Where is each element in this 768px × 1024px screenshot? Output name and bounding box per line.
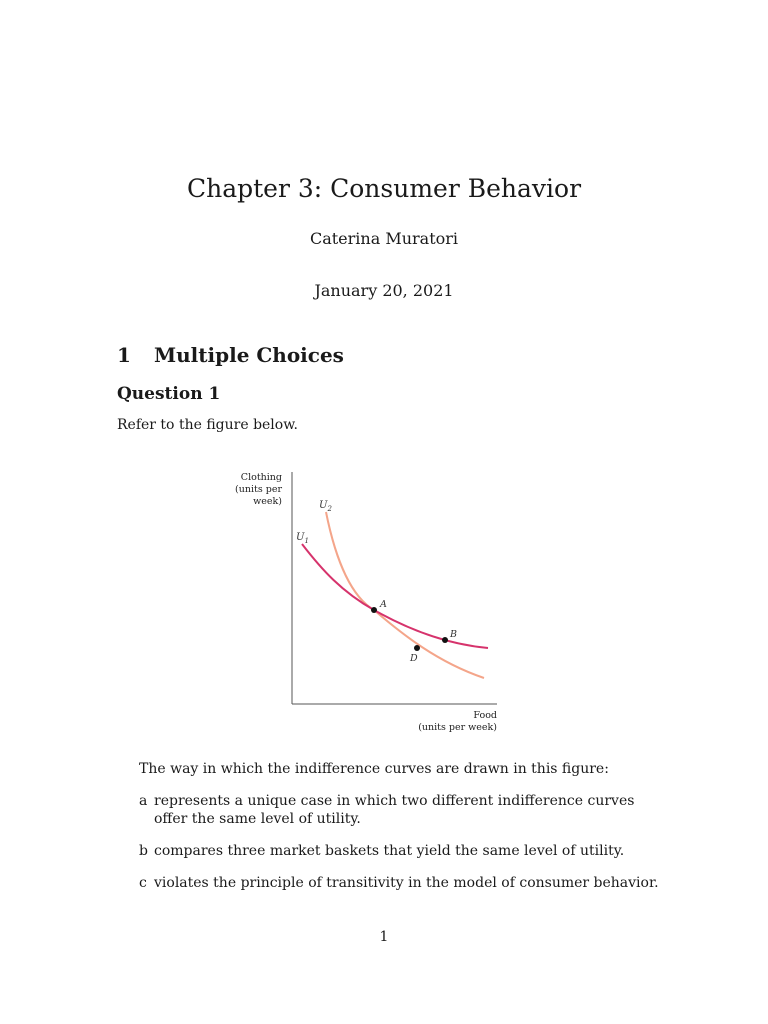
point-b <box>442 637 448 643</box>
section-title: Multiple Choices <box>154 343 344 367</box>
point-d <box>414 645 420 651</box>
question-intro: Refer to the figure below. <box>117 417 298 433</box>
option-letter: a <box>139 793 148 809</box>
y-axis-label-line-3: week) <box>253 496 282 507</box>
option-a <box>139 792 659 828</box>
answer-options <box>139 792 659 906</box>
question-prompt: The way in which the indifference curves are drawn in this figure: <box>139 761 609 777</box>
option-letter: c <box>139 875 147 891</box>
document-date: January 20, 2021 <box>314 281 454 300</box>
y-axis-label-line-1: Clothing <box>240 472 282 483</box>
curve-label-u2: $U_2$ <box>319 500 332 513</box>
curve-u1 <box>302 544 488 648</box>
question-heading: Question 1 <box>117 384 221 404</box>
page-number: 1 <box>379 929 389 945</box>
option-text: represents a unique case in which two different indifference curves offer the same level of utility. <box>154 793 635 827</box>
curve-label-u1: $U_1$ <box>296 532 309 545</box>
option-text: violates the principle of transitivity in the model of consumer behavior. <box>154 875 659 891</box>
point-a <box>371 607 377 613</box>
option-b <box>139 842 659 860</box>
y-axis-label-line-2: (units per <box>235 484 282 495</box>
option-c <box>139 874 659 892</box>
document-title: Chapter 3: Consumer Behavior <box>186 174 582 203</box>
author-name: Caterina Muratori <box>309 229 459 248</box>
x-axis-label-line-2: (units per week) <box>418 722 497 733</box>
point-b-label: B <box>450 629 457 640</box>
x-axis-label-line-1: Food <box>473 710 497 721</box>
point-a-label: A <box>380 599 387 610</box>
indifference-curves-figure <box>232 462 512 742</box>
option-letter: b <box>139 843 148 859</box>
point-d-label: D <box>410 653 418 664</box>
option-text: compares three market baskets that yield the same level of utility. <box>154 843 625 859</box>
section-number: 1 <box>117 343 131 367</box>
section-heading <box>117 343 344 367</box>
